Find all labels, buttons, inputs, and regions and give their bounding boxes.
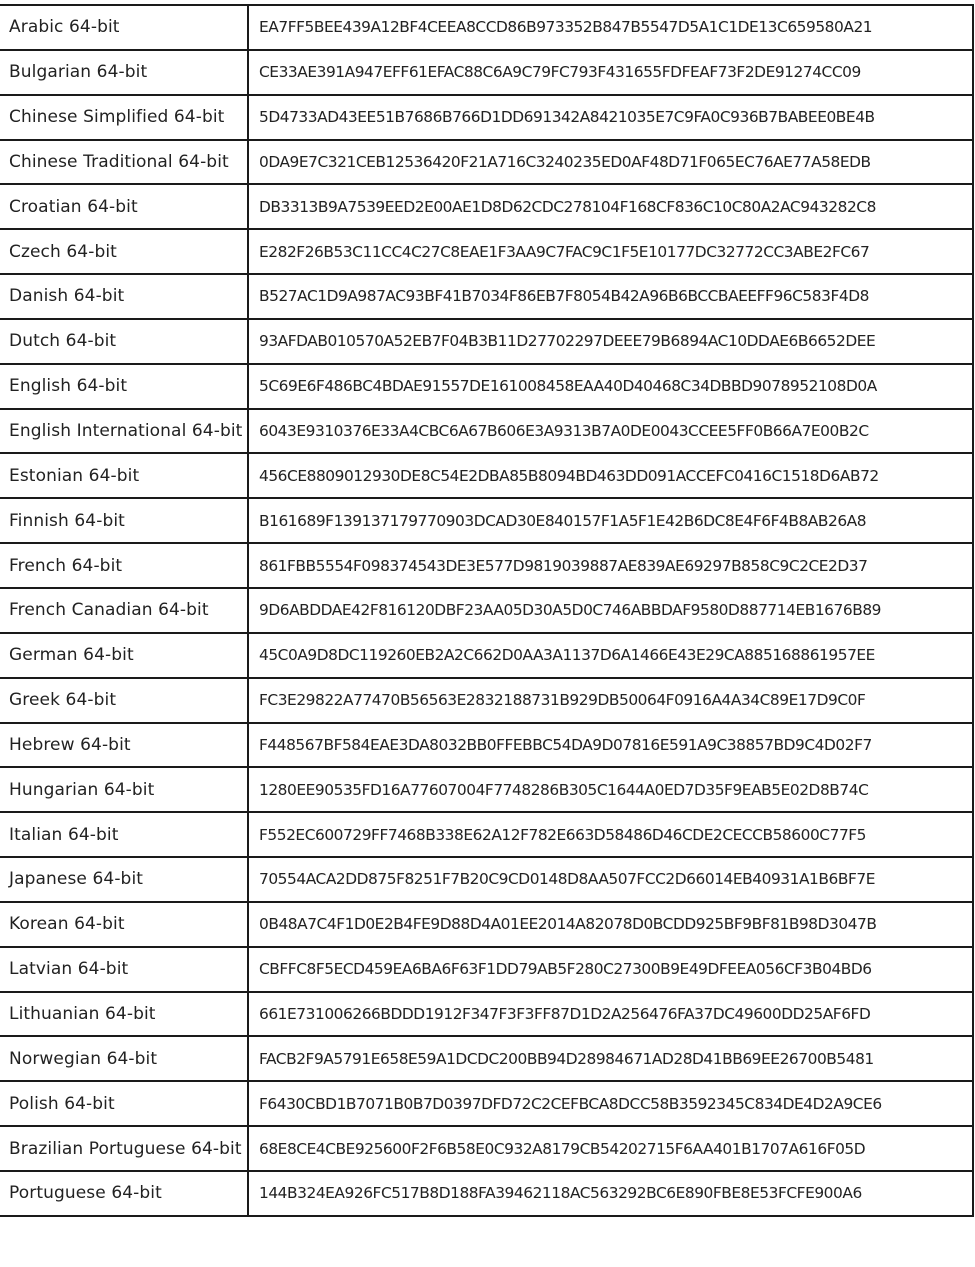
table-row xyxy=(0,723,973,768)
language-name-cell: Finnish 64-bit xyxy=(0,498,248,543)
table-row xyxy=(0,857,973,902)
table-row xyxy=(0,1036,973,1081)
sha256-hash-cell: FC3E29822A77470B56563E2832188731B929DB50064F0916A4A34C89E17D9C0F xyxy=(248,678,973,723)
sha256-hash-cell: FACB2F9A5791E658E59A1DCDC200BB94D28984671AD28D41BB69EE26700B5481 xyxy=(248,1036,973,1081)
language-name-cell: Hebrew 64-bit xyxy=(0,723,248,768)
sha256-hash-cell: 45C0A9D8DC119260EB2A2C662D0AA3A1137D6A1466E43E29CA885168861957EE xyxy=(248,633,973,678)
table-row xyxy=(0,588,973,633)
table-row xyxy=(0,184,973,229)
sha256-hash-cell: 70554ACA2DD875F8251F7B20C9CD0148D8AA507FCC2D66014EB40931A1B6BF7E xyxy=(248,857,973,902)
language-name-cell: Croatian 64-bit xyxy=(0,184,248,229)
table-row xyxy=(0,453,973,498)
table-row xyxy=(0,95,973,140)
table-row xyxy=(0,498,973,543)
table-row xyxy=(0,50,973,95)
table-row xyxy=(0,767,973,812)
language-name-cell: Polish 64-bit xyxy=(0,1081,248,1126)
language-name-cell: Danish 64-bit xyxy=(0,274,248,319)
language-name-cell: Norwegian 64-bit xyxy=(0,1036,248,1081)
table-row xyxy=(0,319,973,364)
language-name-cell: French 64-bit xyxy=(0,543,248,588)
language-name-cell: Italian 64-bit xyxy=(0,812,248,857)
language-name-cell: Arabic 64-bit xyxy=(0,5,248,50)
sha256-hash-cell: 0B48A7C4F1D0E2B4FE9D88D4A01EE2014A82078D0BCDD925BF9BF81B98D3047B xyxy=(248,902,973,947)
table-row xyxy=(0,678,973,723)
language-name-cell: Bulgarian 64-bit xyxy=(0,50,248,95)
sha256-hash-cell: 0DA9E7C321CEB12536420F21A716C3240235ED0AF48D71F065EC76AE77A58EDB xyxy=(248,140,973,185)
sha256-hash-cell: CBFFC8F5ECD459EA6BA6F63F1DD79AB5F280C27300B9E49DFEEA056CF3B04BD6 xyxy=(248,947,973,992)
table-row xyxy=(0,409,973,454)
table-row xyxy=(0,1126,973,1171)
sha256-hash-cell: F6430CBD1B7071B0B7D0397DFD72C2CEFBCA8DCC58B3592345C834DE4D2A9CE6 xyxy=(248,1081,973,1126)
language-name-cell: Chinese Traditional 64-bit xyxy=(0,140,248,185)
table-row xyxy=(0,140,973,185)
language-name-cell: Brazilian Portuguese 64-bit xyxy=(0,1126,248,1171)
sha256-hash-cell: B527AC1D9A987AC93BF41B7034F86EB7F8054B42A96B6BCCBAEEFF96C583F4D8 xyxy=(248,274,973,319)
sha256-hash-cell: 68E8CE4CBE925600F2F6B58E0C932A8179CB54202715F6AA401B1707A616F05D xyxy=(248,1126,973,1171)
language-name-cell: English International 64-bit xyxy=(0,409,248,454)
language-name-cell: Chinese Simplified 64-bit xyxy=(0,95,248,140)
sha256-hash-cell: 5D4733AD43EE51B7686B766D1DD691342A8421035E7C9FA0C936B7BABEE0BE4B xyxy=(248,95,973,140)
language-name-cell: English 64-bit xyxy=(0,364,248,409)
sha256-hash-cell: F448567BF584EAE3DA8032BB0FFEBBC54DA9D07816E591A9C38857BD9C4D02F7 xyxy=(248,723,973,768)
sha256-hash-cell: 1280EE90535FD16A77607004F7748286B305C1644A0ED7D35F9EAB5E02D8B74C xyxy=(248,767,973,812)
sha256-hash-cell: 661E731006266BDDD1912F347F3F3FF87D1D2A256476FA37DC49600DD25AF6FD xyxy=(248,992,973,1037)
table-row xyxy=(0,633,973,678)
table-row xyxy=(0,543,973,588)
sha256-hash-cell: 861FBB5554F098374543DE3E577D9819039887AE839AE69297B858C9C2CE2D37 xyxy=(248,543,973,588)
sha256-hash-cell: 9D6ABDDAE42F816120DBF23AA05D30A5D0C746ABBDAF9580D887714EB1676B89 xyxy=(248,588,973,633)
language-name-cell: Lithuanian 64-bit xyxy=(0,992,248,1037)
language-name-cell: Hungarian 64-bit xyxy=(0,767,248,812)
language-name-cell: French Canadian 64-bit xyxy=(0,588,248,633)
sha256-hash-cell: 6043E9310376E33A4CBC6A67B606E3A9313B7A0DE0043CCEE5FF0B66A7E00B2C xyxy=(248,409,973,454)
table-row xyxy=(0,947,973,992)
sha256-hash-cell: DB3313B9A7539EED2E00AE1D8D62CDC278104F168CF836C10C80A2AC943282C8 xyxy=(248,184,973,229)
language-name-cell: Dutch 64-bit xyxy=(0,319,248,364)
language-name-cell: Greek 64-bit xyxy=(0,678,248,723)
language-name-cell: Czech 64-bit xyxy=(0,229,248,274)
sha256-hash-cell: B161689F139137179770903DCAD30E840157F1A5F1E42B6DC8E4F6F4B8AB26A8 xyxy=(248,498,973,543)
table-row xyxy=(0,229,973,274)
table-row xyxy=(0,274,973,319)
table-row xyxy=(0,5,973,50)
table-row xyxy=(0,812,973,857)
language-name-cell: Latvian 64-bit xyxy=(0,947,248,992)
sha256-hash-cell: E282F26B53C11CC4C27C8EAE1F3AA9C7FAC9C1F5E10177DC32772CC3ABE2FC67 xyxy=(248,229,973,274)
language-name-cell: Korean 64-bit xyxy=(0,902,248,947)
language-name-cell: German 64-bit xyxy=(0,633,248,678)
table-row xyxy=(0,992,973,1037)
hash-table xyxy=(0,4,974,1217)
table-row xyxy=(0,1171,973,1216)
hash-table-body xyxy=(0,5,973,1216)
language-name-cell: Estonian 64-bit xyxy=(0,453,248,498)
sha256-hash-cell: CE33AE391A947EFF61EFAC88C6A9C79FC793F431655FDFEAF73F2DE91274CC09 xyxy=(248,50,973,95)
language-name-cell: Portuguese 64-bit xyxy=(0,1171,248,1216)
sha256-hash-cell: 93AFDAB010570A52EB7F04B3B11D27702297DEEE79B6894AC10DDAE6B6652DEE xyxy=(248,319,973,364)
sha256-hash-cell: EA7FF5BEE439A12BF4CEEA8CCD86B973352B847B5547D5A1C1DE13C659580A21 xyxy=(248,5,973,50)
sha256-hash-cell: 144B324EA926FC517B8D188FA39462118AC563292BC6E890FBE8E53FCFE900A6 xyxy=(248,1171,973,1216)
sha256-hash-cell: 5C69E6F486BC4BDAE91557DE161008458EAA40D40468C34DBBD9078952108D0A xyxy=(248,364,973,409)
table-row xyxy=(0,902,973,947)
table-row xyxy=(0,364,973,409)
language-name-cell: Japanese 64-bit xyxy=(0,857,248,902)
table-row xyxy=(0,1081,973,1126)
sha256-hash-cell: F552EC600729FF7468B338E62A12F782E663D58486D46CDE2CECCB58600C77F5 xyxy=(248,812,973,857)
sha256-hash-cell: 456CE8809012930DE8C54E2DBA85B8094BD463DD091ACCEFC0416C1518D6AB72 xyxy=(248,453,973,498)
